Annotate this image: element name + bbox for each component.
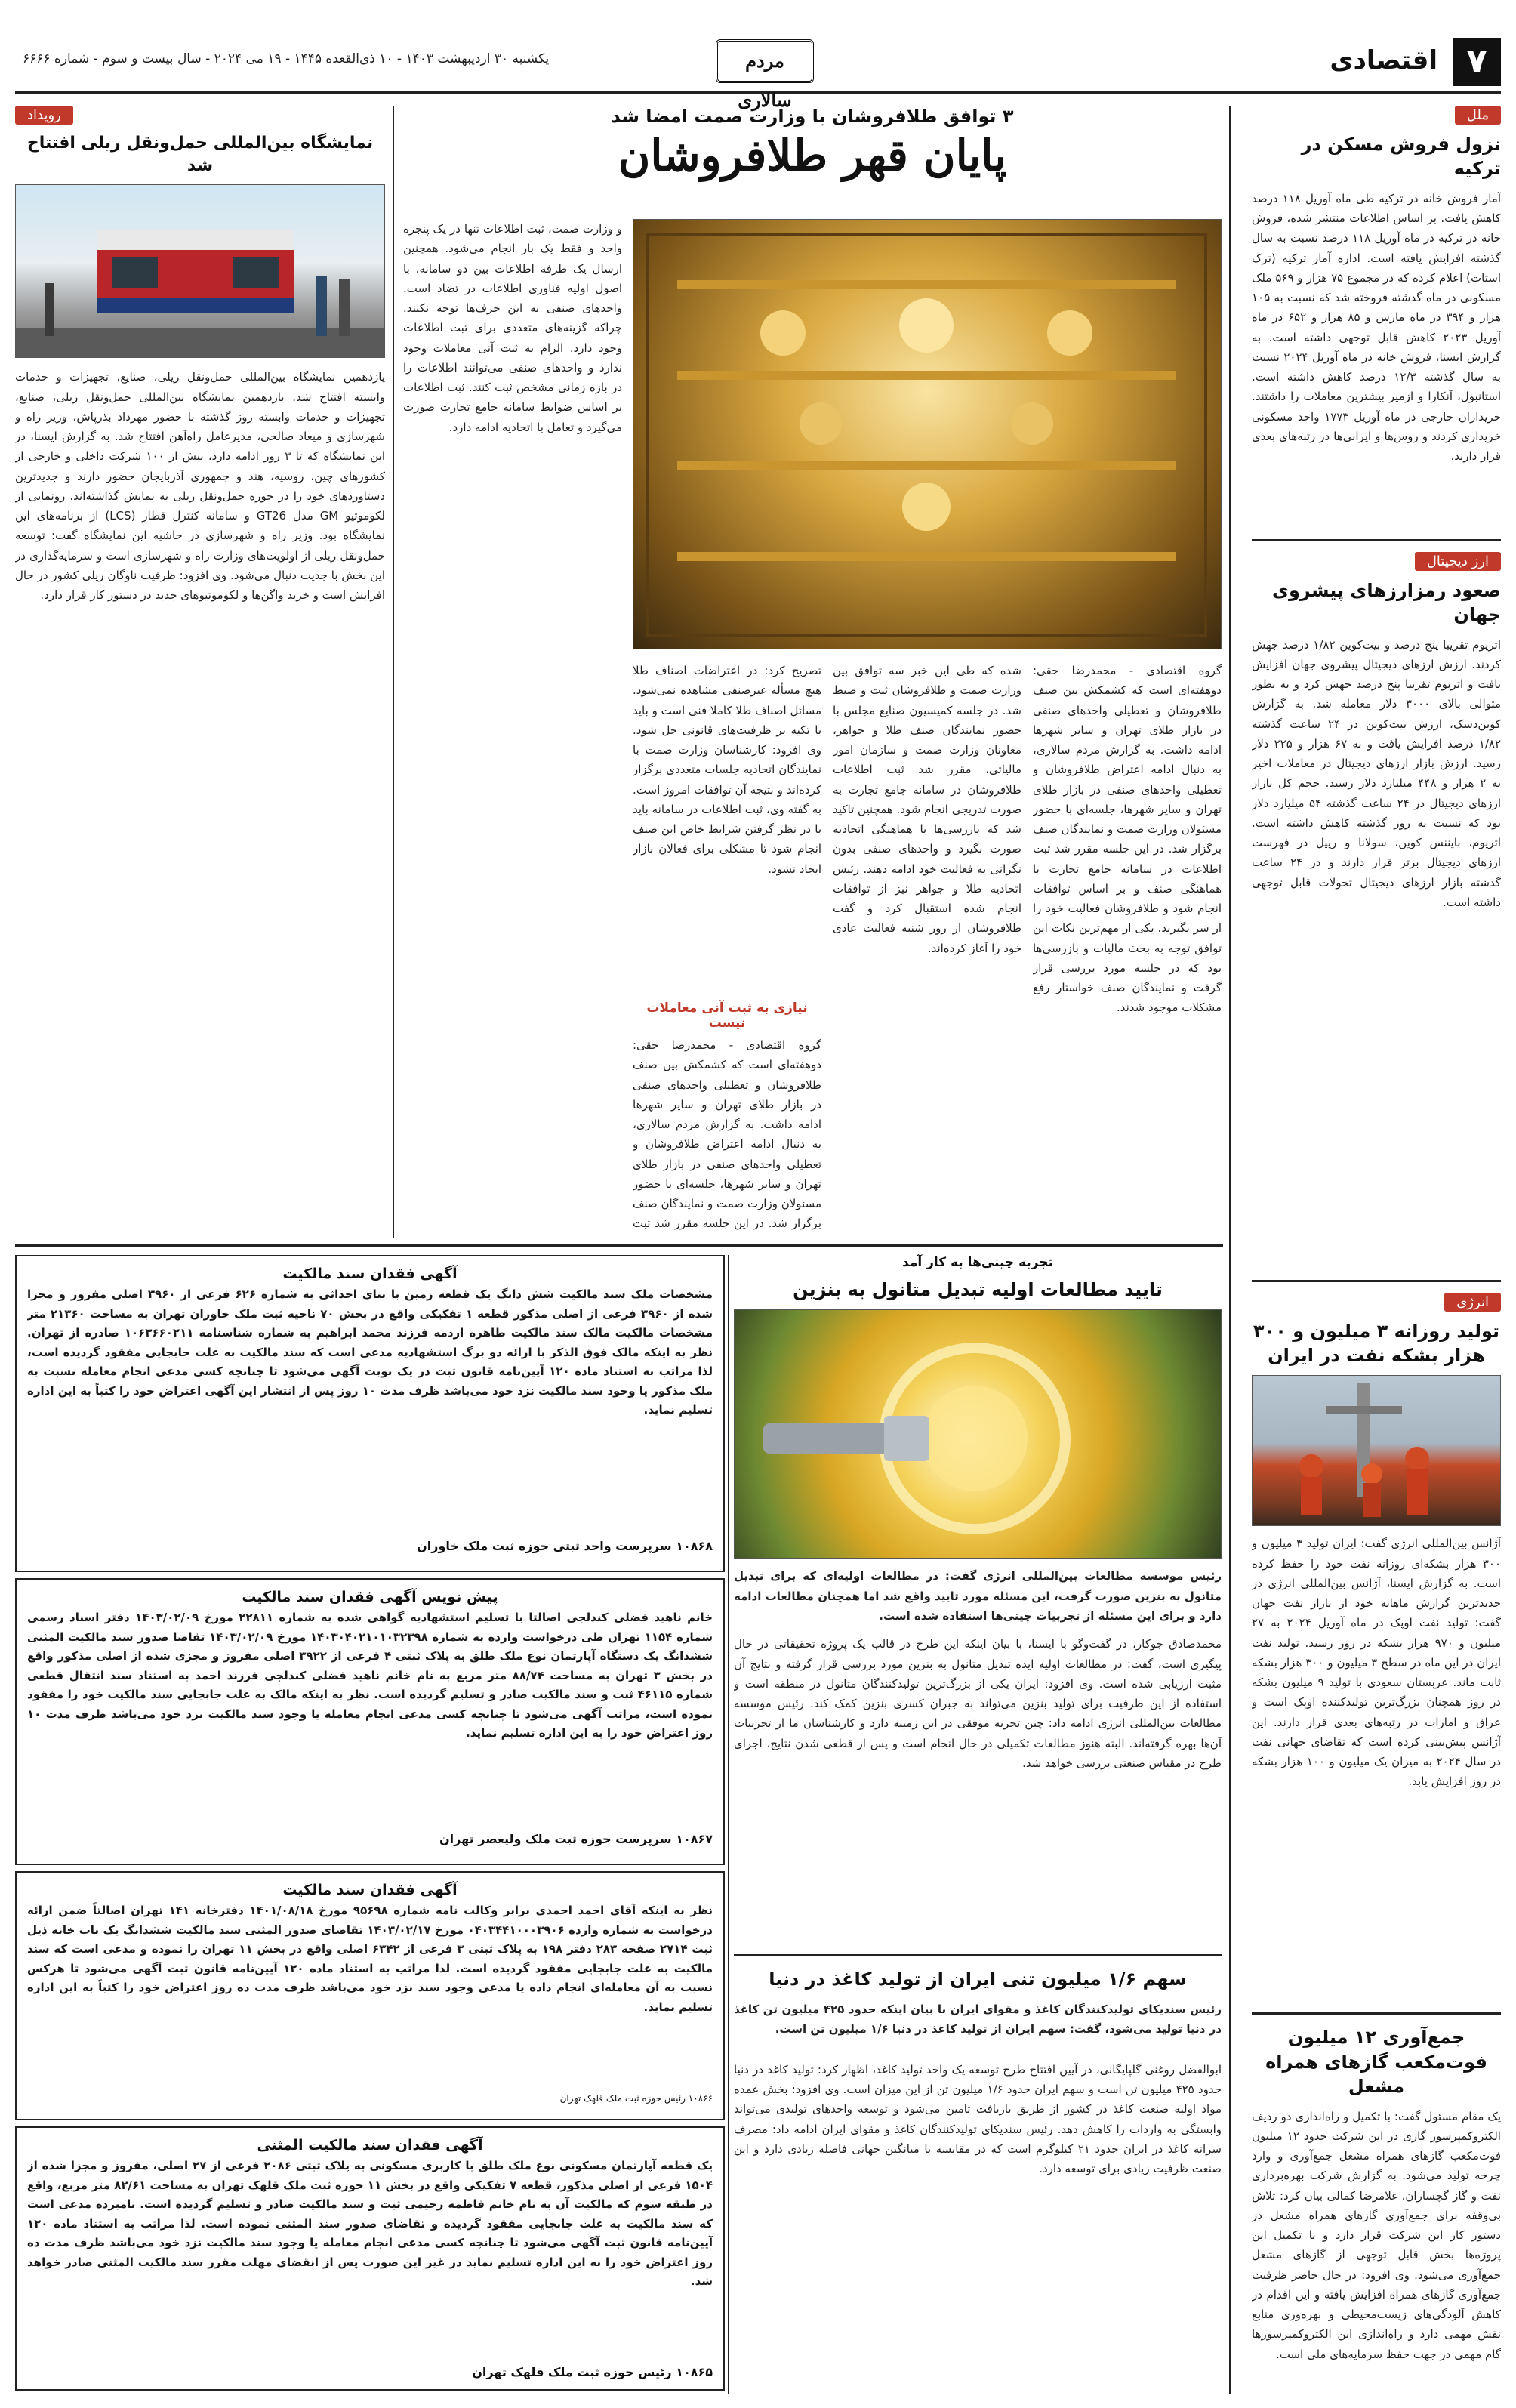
- divider: [1252, 1280, 1501, 1282]
- story-body: گروه اقتصادی - محمدرضا حقی: دوهفته‌ای است که کشمکش بین صنف طلافروشان و تعطیلی واحدهای صنفی در بازار طلای تهران و سایر شهرها ادامه داشت. به گزارش مردم سالاری، به دنبال ادامه اعتراض طلافروشان و تعطیلی واحدهای صنفی در بازار طلای تهران و سایر شهرها، جلسه‌ای با حضور مسئولان وزارت صمت و نمایندگان صنف برگزار شد. در این جلسه مقرر شد ثبت: [633, 1038, 821, 1231]
- story-tag: ملل: [1455, 106, 1501, 125]
- gold-shop-photo: [633, 219, 1222, 649]
- story-tag: ارز دیجیتال: [1415, 552, 1501, 571]
- story-title: تایید مطالعات اولیه تبدیل متانول به بنزین: [793, 1279, 1163, 1300]
- left-column: [15, 106, 385, 1238]
- ad-title: آگهی فقدان سند مالکیت: [282, 1882, 458, 1898]
- page-number: ۷: [1453, 38, 1501, 86]
- story-body-column-1: و وزارت صمت، ثبت اطلاعات تنها در یک پنجره واحد و فقط یک بار انجام می‌شود. همچنین ارسال یک طرفه اطلاعات بین دو سامانه، با اصول اولیه فناوری اطلاعات در تضاد است. واحدهای صنفی به این حرف‌ها توجه نکنند. چراکه گزینه‌های متعددی برای ثبت اطلاعات وجود دارد. الزام به ثبت آنی معاملات وجود ندارد و واحدهای صنفی می‌توانند اطلاعات را در بازه زمانی مشخص ثبت کنند. ثبت اطلاعات بر اساس ضوابط سامانه جامع تجارت صورت می‌گیرد و تعامل با اتحادیه ادامه دارد.: [403, 222, 622, 434]
- newspaper-logo: مردم سالاری: [716, 39, 814, 83]
- ad-signature: ۱۰۸۶۵ رئیس حوزه ثبت ملک قلهک تهران: [472, 2365, 713, 2379]
- main-headline: پایان قهر طلافروشان: [618, 130, 1007, 181]
- story-body: آژانس بین‌المللی انرژی گفت: ایران تولید ۳ میلیون و ۳۰۰ هزار بشکه‌ای روزانه نفت خود را حفظ کرده است. به گزارش ایسنا، آژانس بین‌المللی انرژی در جدیدترین گزارش ماهانه خود از بازار نفت جهان گفت: تولید نفت اوپک در ماه آوریل ۲۰۲۴ به ۲۷ میلیون و ۹۷۰ هزار بشکه در روز رسید. تولید نفت ایران در این ماه در سطح ۳ میلیون و ۳۰۰ هزار بشکه ثابت ماند. عربستان سعودی با تولید ۹ میلیون بشکه در روز همچنان بزرگ‌ترین تولیدکننده اوپک است و عراق و امارات در رتبه‌های بعدی قرار دارند. این آژانس پیش‌بینی کرده است که تقاضای جهانی نفت در سال ۲۰۲۴ به میزان یک میلیون و ۱۰۰ هزار بشکه در روز افزایش یابد.: [1252, 1537, 1501, 1789]
- story-flare-gas: [1252, 2025, 1501, 2408]
- ad-title: آگهی فقدان سند مالکیت المثنی: [257, 2137, 483, 2154]
- ad-title: پیش نویس آگهی فقدان سند مالکیت: [242, 1589, 498, 1605]
- ad-signature: ۱۰۸۶۸ سرپرست واحد ثبتی حوزه ثبت ملک خاوران: [417, 1539, 713, 1553]
- masthead: [15, 33, 1501, 111]
- ad-text: مشخصات ملک سند مالکیت شش دانگ یک قطعه زمین با بنای احداثی به شماره ۶۲۶ فرعی از ۳۹۶۰ اصلی مفروز و مجزا شده از ۳۹۶۰ فرعی از اصلی مذکور قطعه ۱ تفکیکی واقع در بخش ۷۰ ناحیه ثبت ملک خاوران تهران به مساحت ۲۱۳۶۰ متر مشخصات مالکیت مالک سند مالکیت طاهره اردمه فرزند محمد ابراهیم به شماره شناسنامه ۱۰۶۳۶۶۰۲۱۱ صادره از تهران. نظر به اینکه مالک فوق الذکر با ارائه دو برگ استشهادیه مدعی است که سند مالکیت به علت جابجایی مفقود گردیده است، لذا مراتب به استناد ماده ۱۲۰ آیین‌نامه قانون ثبت در یک نوبت آگهی می‌شود تا چنانچه کسی مدعی انجام معامله نسبت به ملک مذکور یا وجود سند مالکیت نزد خود می‌باشد ظرف مدت ۱۰ روز پس از انتشار این آگهی اعتراض خود را کتباً به این اداره تسلیم نماید.: [27, 1287, 713, 1417]
- divider: [1252, 2012, 1501, 2015]
- ad-text: خانم ناهید فضلی کندلجی اصالتا با تسلیم استشهادیه گواهی شده به شماره ۲۲۸۱۱ مورخ ۱۴۰۳/۰۲/۰۹ دفتر اسناد رسمی شماره ۱۱۵۴ تهران طی درخواست وارده به شماره ۱۴۰۳۰۴۰۲۱۰۱۰۳۲۳۹۸ مورخ ۱۴۰۳/۰۲/۰۹ تقاضا صدور سند مالکیت المثنی ششدانگ یک دستگاه آپارتمان نوع ملک طلق به پلاک ثبتی ۴ فرعی از ۳۹۲۲ اصلی مفروز و مجزی شده از اصلی مذکور واقع در بخش ۳ تهران به مساحت ۸۸/۷۴ متر مربع به نام خانم ناهید فضلی کندلجی فرزند احمد به استناد سند انتقال قطعی شماره ۴۶۱۱۵ ثبت و سند مالکیت صادر و تسلیم گردیده است. نظر به اینکه مالک به علت جابجایی سند مالکیت خود را مفقود نموده است، مراتب آگهی می‌شود تا چنانچه کسی مدعی انجام معامله یا وجود سند مالکیت نزد خود می‌باشد ظرف مدت ۱۰ روز اعتراض خود را به این اداره تسلیم نماید.: [27, 1611, 713, 1740]
- legal-ad: [15, 1255, 725, 1572]
- story-paper-production: [734, 1967, 1222, 2308]
- story-body: تصریح کرد: در اعتراضات اصناف طلا هیچ مسأله غیرصنفی مشاهده نمی‌شود. مسائل اصناف طلا کاملا فنی است و باید با تکیه بر ظرفیت‌های قانونی حل شود. وی افزود: کارشناسان وزارت صمت با نمایندگان اتحادیه جلسات متعددی برگزار کرده‌اند و نتیجه آن توافقات امروز است. به گفته وی، ثبت اطلاعات در سامانه باید با در نظر گرفتن شرایط خاص این صنف انجام شود تا مشکلی برای فعالان بازار ایجاد نشود.: [633, 664, 821, 876]
- main-story: [403, 106, 1222, 1238]
- column-rule: [1229, 106, 1231, 2394]
- story-turkey-housing: [1252, 106, 1501, 529]
- story-subhead: نیازی به ثبت آنی معاملات نیست: [646, 1001, 808, 1031]
- story-body-column-4: [633, 661, 821, 1235]
- story-body-column-2: گروه اقتصادی - محمدرضا حقی: دوهفته‌ای است که کشمکش بین صنف طلافروشان و تعطیلی واحدهای صنفی در بازار طلای تهران و سایر شهرها ادامه داشت. به گزارش مردم سالاری، به دنبال ادامه اعتراض طلافروشان و تعطیلی واحدهای صنفی در بازار طلای تهران و سایر شهرها، جلسه‌ای با حضور مسئولان وزارت صمت و نمایندگان صنف برگزار شد. در این جلسه مقرر شد ثبت اطلاعات در سامانه جامع تجارت با هماهنگی صنف و بر اساس توافقات انجام شود و طلافروشان فعالیت خود را از سر بگیرند. یکی از مهم‌ترین نکات این توافق توجه به بحث مالیات و بازرسی‌ها بود که در جلسه مورد بررسی قرار گرفت و نمایندگان صنف خواستار رفع مشکلات موجود شدند.: [1033, 664, 1222, 1015]
- story-body: آمار فروش خانه در ترکیه طی ماه آوریل ۱۱۸ درصد کاهش یافت. بر اساس اطلاعات منتشر شده، فروش خانه در ترکیه در ماه آوریل ۱۱۸ درصد نسبت به سال گذشته افزایش یافته است. اداره آمار ترکیه (ترک استات) اعلام کرده که در مجموع ۷۵ هزار و ۵۶۹ ملک مسکونی در ماه گذشته فروخته شد که نسبت به ۱۰۵ هزار و ۳۹۴ در ماه مارس و ۸۵ هزار و ۶۵۲ در ماه آوریل ۲۰۲۳ کاهش قابل توجهی داشته است. به گزارش ایسنا، فروش خانه در ماه آوریل ۲۰۲۴ نسبت به سال گذشته ۱۲/۳ درصد کاهش داشته است. استانبول، آنکارا و ازمیر بیشترین معاملات را داشتند. خریداران خارجی در ماه آوریل ۱۷۷۳ واحد مسکونی خریداری کردند و روس‌ها و ایرانی‌ها در رتبه‌های بعدی قرار دارند.: [1252, 191, 1501, 464]
- ad-text: یک قطعه آپارتمان مسکونی نوع ملک طلق با کاربری مسکونی به پلاک ثبتی ۲۰۸۶ فرعی از ۲۷ اصلی، مفروز و مجزا شده از ۱۵۰۴ فرعی از اصلی مذکور، قطعه ۷ تفکیکی واقع در بخش ۱۱ حوزه ثبت ملک قلهک تهران به مساحت ۸۲/۶۱ متر مربع، واقع در طبقه سوم که مالکیت آن به نام خانم فاطمه رحیمی ثبت و سند مالکیت صادر و تسلیم گردیده است. نامبرده مدعی است که سند مالکیت به علت جابجایی مفقود گردیده و تقاضای صدور سند المثنی نموده است. لذا مراتب به استناد ماده ۱۲۰ آیین‌نامه قانون ثبت آگهی می‌شود تا چنانچه کسی مدعی انجام معامله یا وجود سند مالکیت نزد خود می‌باشد ظرف مدت ده روز اعتراض خود را به این اداره تسلیم نماید در غیر این صورت پس از انقضای مهلت مقرر سند مالکیت المثنی صادر خواهد شد.: [27, 2159, 713, 2288]
- section-rule: [15, 1244, 1223, 1247]
- story-lead: رئیس موسسه مطالعات بین‌المللی انرژی گفت: در مطالعات اولیه‌ای که برای تبدیل متانول به بنزین صورت گرفت، این مسئله مورد تایید واقع شد اما همچنان مطالعات ادامه دارد و برای این مسئله از تجربیات چینی‌ها استفاده شده است.: [734, 1569, 1222, 1623]
- story-body: ابوالفضل روغنی گلپایگانی، در آیین افتتاح طرح توسعه یک واحد تولید کاغذ، اظهار کرد: تولید کاغذ در دنیا حدود ۴۲۵ میلیون تن است و سهم ایران حدود ۱/۶ میلیون تن از این میزان است. وی افزود: بخش عمده مواد اولیه صنعت کاغذ در کشور از طریق بازیافت تامین می‌شود و توسعه واحدهای تولیدی می‌تواند وابستگی به واردات را کاهش دهد. رئیس سندیکای تولیدکنندگان کاغذ و مقوای ایران ادامه داد: مصرف سرانه کاغذ در ایران حدود ۲۱ کیلوگرم است که در مقایسه با میانگین جهانی فاصله زیادی دارد و این صنعت ظرفیت زیادی برای توسعه دارد.: [734, 2062, 1222, 2176]
- story-body: یک مقام مسئول گفت: با تکمیل و راه‌اندازی دو ردیف الکتروکمپرسور گازی در این شرکت حدود ۱۲ میلیون فوت‌مکعب گازهای همراه مشعل جمع‌آوری و وارد چرخه تولید می‌شود. به گزارش شرکت بهره‌برداری نفت و گاز گچساران، غلامرضا کمالی بیان کرد: تلاش بی‌وقفه برای جمع‌آوری گازهای همراه مشعل در دستور کار این شرکت قرار دارد و با تکمیل این پروژه‌ها بخش قابل توجهی از گازهای مشعل جمع‌آوری می‌شود. وی افزود: در حال حاضر ظرفیت جمع‌آوری گازهای همراه افزایش یافته و این اقدام در کاهش آلودگی‌های زیست‌محیطی و بهره‌وری منابع نقش مهمی دارد و راه‌اندازی این الکتروکمپرسورها گام مهمی در جهت حفظ سرمایه‌های ملی است.: [1252, 2109, 1501, 2361]
- ad-signature: ۱۰۸۶۶ رئیس حوزه ثبت ملک قلهک تهران: [559, 2093, 713, 2104]
- story-kicker: تجربه چینی‌ها به کار آمد: [902, 1255, 1053, 1270]
- ad-title: آگهی فقدان سند مالکیت: [282, 1266, 458, 1282]
- story-title: سهم ۱/۶ میلیون تنی ایران از تولید کاغذ در دنیا: [769, 1969, 1187, 1990]
- train-exhibition-photo: [15, 184, 385, 358]
- legal-ad: [15, 1871, 725, 2120]
- story-body: اتریوم تقریبا پنج درصد و بیت‌کوین ۱/۸۲ درصد جهش کردند. ارزش ارزهای دیجیتال پیشروی جهان افزایش یافت و اتریوم تقریبا پنج درصد جهش کرد و به بطور متوالی بالای ۳۰۰۰ دلار معامله شد. به گزارش کوین‌دسک، ارزش بیت‌کوین در ۲۴ ساعت گذشته ۱/۸۲ درصد افزایش یافت و به ۶۷ هزار و ۲۲۵ دلار رسید. ارزش بازار ارزهای دیجیتال در معاملات اخیر به ۲ هزار و ۴۴۸ میلیارد دلار رسید. حجم کل بازار ارزهای دیجیتال در ۲۴ ساعت گذشته ۵۴ میلیارد دلار بود که نسبت به روز گذشته کاهش داشته است. اتریوم، بایننس کوین، سولانا و ریپل در فهرست ارزهای دیجیتال برتر قرار دارند و در ۲۴ ساعت گذشته بازار ارزهای دیجیتال تحولات قابل توجهی داشته است.: [1252, 637, 1501, 909]
- bottom-center-column: [734, 1255, 1222, 2394]
- main-kicker: ۳ توافق طلافروشان با وزارت صمت امضا شد: [611, 106, 1014, 127]
- oil-workers-photo: [1252, 1375, 1501, 1526]
- right-column: [1252, 106, 1501, 2394]
- story-title: صعود رمزارزهای پیشروی جهان: [1272, 579, 1501, 626]
- legal-ad: [15, 1578, 725, 1865]
- story-lead: رئیس سندیکای تولیدکنندگان کاغذ و مقوای ایران با بیان اینکه حدود ۴۲۵ میلیون تن کاغذ در دنیا تولید می‌شود، گفت: سهم ایران از تولید کاغذ در دنیا ۱/۶ میلیون تن است.: [734, 2002, 1222, 2036]
- fuel-nozzle-photo: [734, 1309, 1222, 1559]
- story-title: تولید روزانه ۳ میلیون و ۳۰۰ هزار بشکه نفت در ایران: [1253, 1320, 1500, 1366]
- section-title: اقتصادی: [1330, 45, 1437, 76]
- legal-ad: [15, 2126, 725, 2391]
- dateline: یکشنبه ۳۰ اردیبهشت ۱۴۰۳ - ۱۰ ذی‌القعده ۱۴۴۵ - ۱۹ می ۲۰۲۴ - سال بیست و سوم - شماره ۶۶۶۶: [23, 51, 550, 66]
- story-title: نمایشگاه بین‌المللی حمل‌ونقل ریلی افتتاح شد: [26, 134, 374, 175]
- story-body-column-3: شده که طی این خبر سه توافق بین وزارت صمت و طلافروشان ثبت و ضبط شد. در جلسه کمیسیون صنایع مجلس با حضور نمایندگان صنف طلا و جواهر، معاونان وزارت صمت و سازمان امور مالیاتی، مقرر شد ثبت اطلاعات طلافروشان در سامانه جامع تجارت به صورت تدریجی انجام شود. همچنین تاکید شد که بازرسی‌ها با هماهنگی اتحادیه صورت بگیرد و واحدهای صنفی بدون نگرانی به فعالیت خود ادامه دهند. رئیس اتحادیه طلا و جواهر نیز از توافقات انجام شده استقبال کرد و گفت طلافروشان از روز شنبه فعالیت عادی خود را آغاز کرده‌اند.: [833, 664, 1021, 955]
- story-body: یازدهمین نمایشگاه بین‌المللی حمل‌ونقل ریلی، صنایع، تجهیزات و خدمات وابسته افتتاح شد. یازدهمین نمایشگاه بین‌المللی حمل‌ونقل ریلی، صنایع، تجهیزات و خدمات وابسته روز گذشته با حضور مهرداد بذرپاش، وزیر راه و شهرسازی و میعاد صالحی، مدیرعامل راه‌آهن افتتاح شد. به گزارش ایسنا، در این نمایشگاه که تا ۳ روز ادامه دارد، بیش از ۱۰۰ شرکت داخلی و خارجی از کشورهای چین، روسیه، هند و جمهوری آذربایجان حضور دارند و جدیدترین دستاوردهای خود را در حوزه حمل‌ونقل ریلی به نمایش گذاشته‌اند. رونمایی از لکوموتیو GM مدل GT26 و سامانه کنترل قطار (LCS) از برنامه‌های این نمایشگاه بود. وزیر راه و شهرسازی در حاشیه این نمایشگاه گفت: توسعه حمل‌ونقل ریلی از اولویت‌های وزارت راه و شهرسازی است و سرمایه‌گذاری در این بخش با جدیت دنبال می‌شود. وی افزود: ظرفیت ناوگان ریلی کشور در حال افزایش است و خرید واگن‌ها و لکوموتیوهای جدید در دستور کار قرار دارد.: [15, 370, 385, 603]
- legal-ads-area: [15, 1255, 725, 2394]
- story-crypto: [1252, 552, 1501, 1269]
- ad-signature: ۱۰۸۶۷ سرپرست حوزه ثبت ملک ولیعصر تهران: [439, 1832, 713, 1846]
- divider: [1252, 539, 1501, 541]
- story-title: جمع‌آوری ۱۲ میلیون فوت‌مکعب گازهای همراه مشعل: [1265, 2027, 1487, 2098]
- column-rule: [728, 1255, 729, 2394]
- story-tag: رویداد: [15, 106, 73, 125]
- story-methanol-gasoline: [734, 1255, 1222, 1944]
- story-tag: انرژی: [1444, 1293, 1501, 1312]
- divider: [734, 1954, 1222, 1956]
- story-title: نزول فروش مسکن در ترکیه: [1301, 134, 1501, 180]
- story-body: محمدصادق جوکار، در گفت‌وگو با ایسنا، با بیان اینکه این طرح در قالب یک پروژه تحقیقاتی در حال پیگیری است، گفت: در مطالعات اولیه ایده تبدیل متانول به بنزین مورد بررسی قرار گرفته و نتایج آن مثبت ارزیابی شده است. وی افزود: ایران یکی از بزرگ‌ترین تولیدکنندگان متانول در منطقه است و استفاده از این ظرفیت برای تولید بنزین می‌تواند به جبران کسری بنزین کمک کند. رئیس موسسه مطالعات بین‌المللی انرژی ادامه داد: چین تجربه موفقی در این زمینه دارد و کارشناسان ما از تجربیات آن‌ها بهره گرفته‌اند. البته هنوز مطالعات تکمیلی در حال انجام است و پس از قطعی شدن نتایج، اجرای طرح در مقیاس صنعتی بررسی خواهد شد.: [734, 1637, 1222, 1770]
- column-rule: [393, 106, 394, 1238]
- story-iran-oil: [1252, 1293, 1501, 2003]
- ad-text: نظر به اینکه آقای احمد احمدی برابر وکالت نامه شماره ۹۵۶۹۸ مورخ ۱۴۰۱/۰۸/۱۸ دفترخانه ۱۴۱ تهران اصالتاً ضمن ارائه درخواست به شماره وارده ۰۴۰۳۴۴۱۰۰۰۳۹۰۶ مورخ ۱۴۰۳/۰۲/۱۷ تقاضای صدور المثنی سند مالکیت ششدانگ یک باب خانه ذیل ثبت ۲۷۱۴ صفحه ۲۸۳ دفتر ۱۹۸ به پلاک ثبتی ۳ فرعی از ۶۳۴۲ اصلی واقع در بخش ۱۱ تهران را نموده و مدعی است که سند مالکیت به علت جابجایی مفقود گردیده است. لذا مراتب به استناد ماده ۱۲۰ آیین‌نامه قانون ثبت آگهی می‌شود تا هرکس نسبت به آن معامله‌ای انجام داده یا مدعی وجود سند نزد خود می‌باشد ظرف مدت ده روز اعتراض خود را کتباً به این اداره تسلیم نماید.: [27, 1904, 713, 2014]
